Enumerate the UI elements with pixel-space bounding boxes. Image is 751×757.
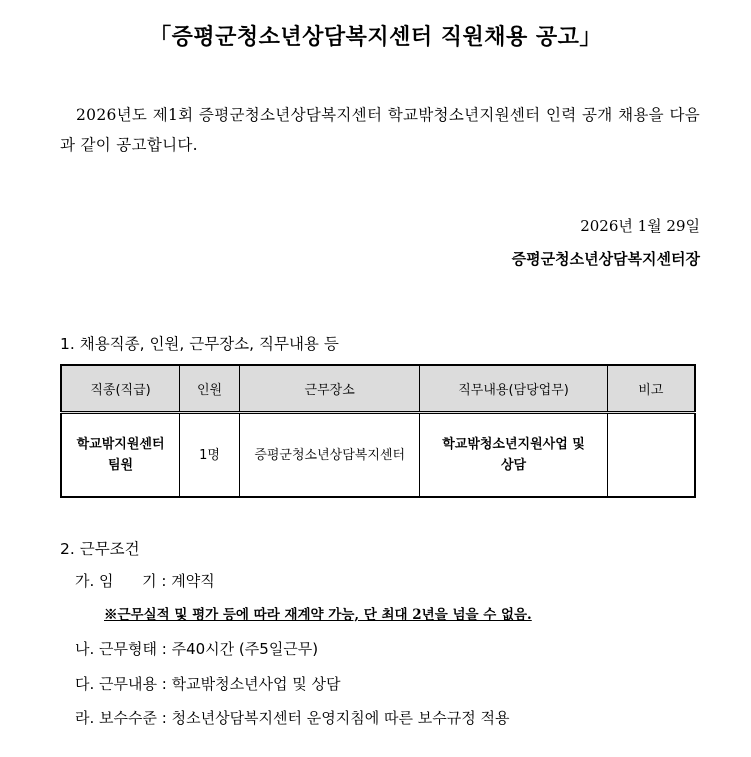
section-1-heading: 1. 채용직종, 인원, 근무장소, 직무내용 등 bbox=[60, 335, 339, 353]
announcement-date: 2026년 1월 29일 bbox=[580, 217, 700, 235]
header-count: 인원 bbox=[180, 365, 240, 413]
page-title: 「증평군청소년상담복지센터 직원채용 공고」 bbox=[149, 25, 602, 50]
colon: : bbox=[161, 675, 172, 693]
issuer-name: 증평군청소년상담복지센터장 bbox=[511, 250, 700, 268]
table-row bbox=[61, 413, 695, 498]
cell-note bbox=[607, 413, 695, 498]
cell-place: 증평군청소년상담복지센터 bbox=[239, 413, 419, 498]
colon: : bbox=[161, 572, 172, 590]
condition-term-value: 계약직 bbox=[171, 572, 215, 590]
cell-job bbox=[61, 413, 180, 498]
colon: : bbox=[161, 709, 172, 727]
condition-salary bbox=[75, 707, 509, 728]
contract-note: ※근무실적 및 평가 등에 따라 재계약 가능, 단 최대 2년을 넘을 수 없음. bbox=[104, 607, 532, 623]
table-header-row bbox=[61, 365, 695, 413]
header-note: 비고 bbox=[607, 365, 695, 413]
cell-count: 1명 bbox=[180, 413, 240, 498]
condition-salary-label: 라. 보수수준 bbox=[75, 709, 157, 727]
header-place: 근무장소 bbox=[239, 365, 419, 413]
recruitment-table bbox=[60, 364, 696, 498]
condition-work-content bbox=[75, 673, 341, 694]
section-2-heading: 2. 근무조건 bbox=[60, 540, 140, 558]
duty-line-2: 상담 bbox=[500, 458, 527, 473]
condition-work-type bbox=[75, 638, 318, 659]
job-line-2: 팀원 bbox=[108, 458, 134, 473]
condition-salary-value: 청소년상담복지센터 운영지침에 따른 보수규정 적용 bbox=[171, 709, 510, 727]
colon: : bbox=[161, 640, 172, 658]
header-duty: 직무내용(담당업무) bbox=[420, 365, 607, 413]
condition-term bbox=[75, 570, 215, 591]
duty-line-1: 학교밖청소년지원사업 및 bbox=[442, 437, 585, 452]
cell-duty bbox=[420, 413, 607, 498]
condition-work-content-value: 학교밖청소년사업 및 상담 bbox=[171, 675, 341, 693]
condition-work-content-label: 다. 근무내용 bbox=[75, 675, 157, 693]
condition-work-type-value: 주40시간 (주5일근무) bbox=[171, 640, 319, 658]
intro-paragraph: 2026년도 제1회 증평군청소년상담복지센터 학교밖청소년지원센터 인력 공개 채용을 다음과 같이 공고합니다. bbox=[60, 106, 700, 154]
condition-work-type-label: 나. 근무형태 bbox=[75, 640, 157, 658]
job-line-1: 학교밖지원센터 bbox=[76, 437, 165, 452]
condition-term-label: 가. 임 기 bbox=[75, 572, 157, 590]
header-job: 직종(직급) bbox=[61, 365, 180, 413]
